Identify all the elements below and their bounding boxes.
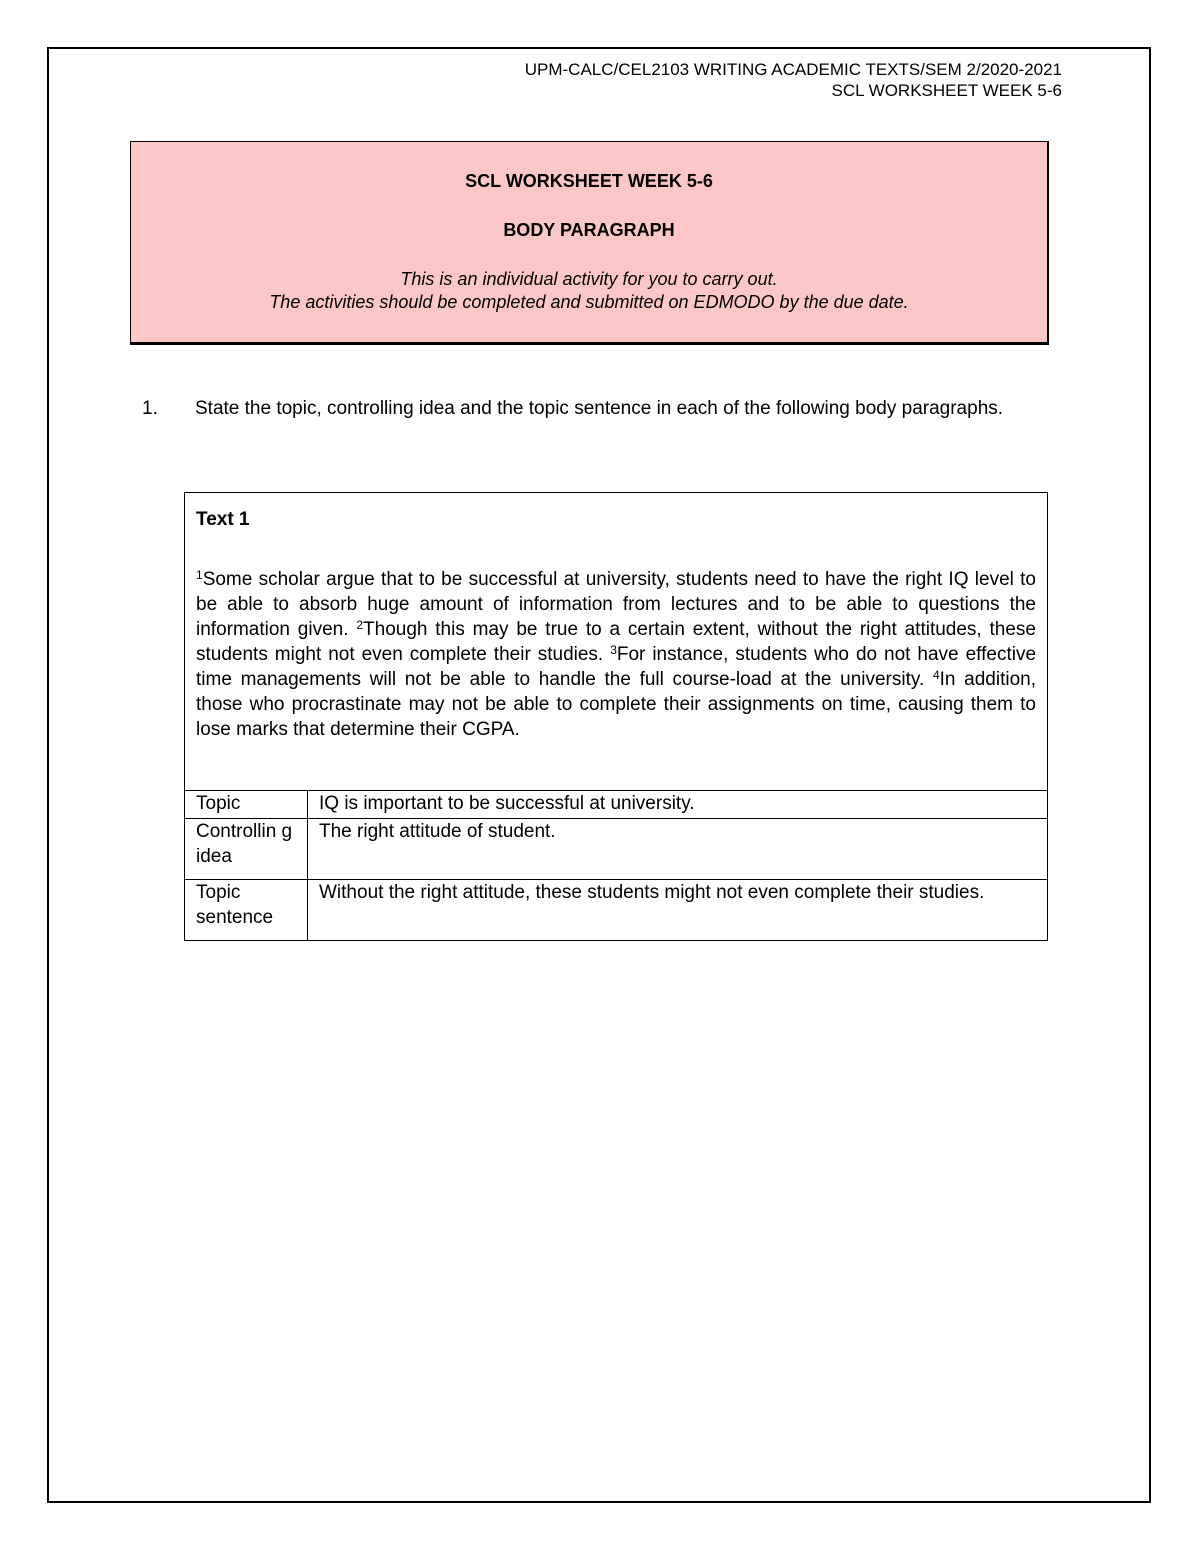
banner-note-line-1: This is an individual activity for you to carry out. — [400, 269, 778, 289]
sentence-2: Though this may be true to a certain extent, without the right attitudes, these students might not even complete their studies. — [196, 619, 1036, 665]
sentence-1: Some scholar argue that to be successful at university, students need to have the right IQ level to be able to absorb huge amount of information from lectures and to be able to questions the information given. — [196, 569, 1036, 640]
passage-row — [185, 493, 1048, 791]
sentence-3: For instance, students who do not have effective time managements will not be able to handle the full course-load at the university. — [196, 644, 1037, 690]
topic-sentence-label: Topic sentence — [185, 880, 308, 941]
sentence-marker-3: 3 — [610, 643, 617, 657]
document-header — [525, 59, 1062, 101]
text-heading: Text 1 — [196, 509, 250, 530]
controlling-idea-answer: The right attitude of student. — [308, 819, 1048, 880]
passage-text — [196, 567, 1036, 742]
table-row-controlling-idea — [185, 819, 1048, 880]
question-number: 1. — [142, 398, 158, 419]
header-course-line: UPM-CALC/CEL2103 WRITING ACADEMIC TEXTS/SEM 2/2020-2021 — [524, 60, 1062, 79]
topic-sentence-answer: Without the right attitude, these students might not even complete their studies. — [308, 880, 1048, 941]
text-1-table — [184, 492, 1048, 941]
header-worksheet-line: SCL WORKSHEET WEEK 5-6 — [831, 81, 1062, 100]
banner-instructions — [131, 268, 1047, 314]
sentence-marker-4: 4 — [932, 668, 940, 682]
sentence-marker-1: 1 — [196, 568, 203, 582]
title-banner — [130, 141, 1049, 345]
banner-note-line-2: The activities should be completed and submitted on EDMODO by the due date. — [269, 292, 909, 312]
passage-cell — [185, 493, 1048, 791]
table-row-topic-sentence — [185, 880, 1048, 941]
topic-answer: IQ is important to be successful at university. — [308, 791, 1048, 819]
controlling-idea-label: Controllin g idea — [185, 819, 308, 880]
topic-label: Topic — [185, 791, 308, 819]
table-row-topic — [185, 791, 1048, 819]
sentence-marker-2: 2 — [356, 618, 364, 632]
banner-title: SCL WORKSHEET WEEK 5-6 — [465, 171, 713, 191]
banner-subtitle: BODY PARAGRAPH — [503, 220, 675, 240]
question-text: State the topic, controlling idea and the topic sentence in each of the following body paragraphs. — [195, 398, 1004, 419]
sentence-4: In addition, those who procrastinate may not be able to complete their assignments on time, causing them to lose marks that determine their CGPA. — [196, 669, 1036, 740]
